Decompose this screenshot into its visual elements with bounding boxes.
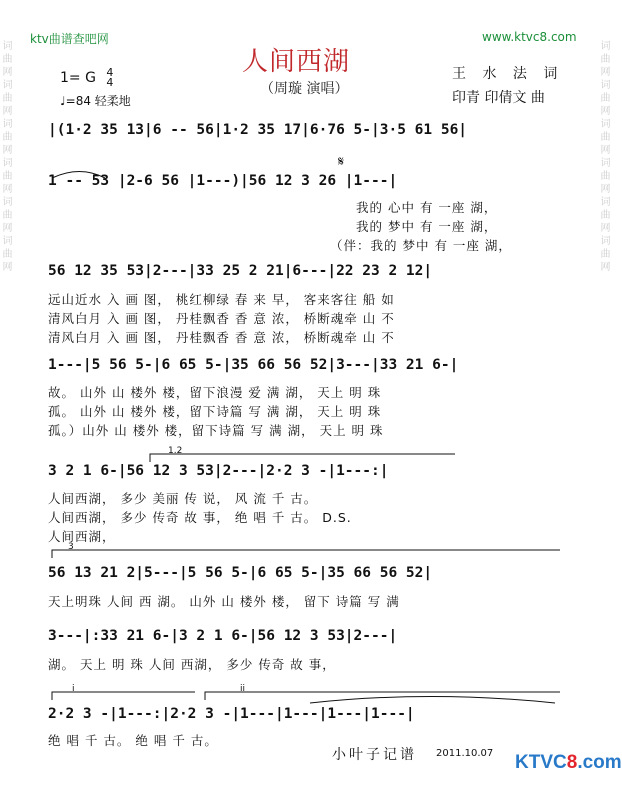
site-logo[interactable] — [515, 752, 622, 774]
site-url-right[interactable]: www.ktvc8.com — [482, 30, 577, 44]
notation-line: 2·2 3 -|1---:|2·2 3 -|1---|1---|1---|1---| — [48, 706, 415, 722]
lyric-line: 人间西湖， — [48, 529, 116, 544]
lyric-line: 孤。）山外 山 楼外 楼，留下诗篇 写 满 湖， 天上 明 珠 — [48, 423, 384, 438]
volta-bracket-12 — [150, 454, 455, 462]
lyric-line: （伴：我的 梦中 有 一座 湖， — [330, 238, 512, 253]
lyric-line: 我的 梦中 有 一座 湖， — [356, 219, 498, 234]
lyric-line: 孤。 山外 山 楼外 楼，留下诗篇 写 满 湖， 天上 明 珠 — [48, 404, 382, 419]
lyric-line: 湖。 天上 明 珠 人间 西湖， 多少 传奇 故 事， — [48, 657, 336, 672]
lyric-line: 我的 心中 有 一座 湖， — [356, 200, 498, 215]
lyric-line: 天上明珠 人间 西 湖。 山外 山 楼外 楼， 留下 诗篇 写 满 — [48, 594, 400, 609]
quarter-note-icon: ♩ — [60, 94, 66, 108]
notation-line: 3---|:33 21 6-|3 2 1 6-|56 12 3 53|2---| — [48, 628, 398, 644]
volta-label-ii: ii — [240, 684, 246, 694]
lyric-line: 人间西湖， 多少 传奇 故 事， 绝 唱 千 古。 D.S. — [48, 510, 352, 525]
composer: 印青 印倩文 曲 — [452, 90, 545, 106]
lyric-line: 远山近水 入 画 图， 桃红柳绿 春 来 早， 客来客往 船 如 — [48, 292, 395, 307]
notation-line: 56 13 21 2|5---|5 56 5-|6 65 5-|35 66 56 52| — [48, 565, 433, 581]
logo-main: KTVC — [515, 752, 567, 773]
notation-line: 56 12 35 53|2---|33 25 2 21|6---|22 23 2 12| — [48, 263, 433, 279]
tempo-text: =84 轻柔地 — [65, 94, 131, 108]
side-watermark-right: 词曲网词曲网词曲网词曲网词曲网词曲网 — [600, 41, 611, 273]
scribe-date: 2011.10.07 — [436, 748, 494, 759]
lyric-line: 故。 山外 山 楼外 楼，留下浪漫 爱 满 湖， 天上 明 珠 — [48, 385, 382, 400]
time-denominator: 4 — [106, 76, 114, 89]
volta-bracket-3 — [52, 550, 560, 558]
lyricist: 王 水 法 词 — [452, 66, 564, 82]
notation-line: 1---|5 56 5-|6 65 5-|35 66 56 52|3---|33 21 6-| — [48, 357, 459, 373]
lyric-line: 人间西湖， 多少 美丽 传 说， 风 流 千 古。 — [48, 491, 318, 506]
song-subtitle: （周璇 演唱） — [260, 81, 349, 97]
notation-line: 3 2 1 6-|56 12 3 53|2---|2·2 3 -|1---:| — [48, 463, 389, 479]
time-numerator: 4 — [106, 66, 114, 79]
tie-mark-end — [310, 697, 555, 704]
side-watermark-left: 词曲网词曲网词曲网词曲网词曲网词曲网 — [2, 41, 13, 273]
lyric-line: 绝 唱 千 古。 绝 唱 千 古。 — [48, 733, 218, 748]
scribe-credit: 小叶子记谱 — [332, 747, 417, 763]
volta-label-i: i — [72, 684, 75, 694]
lyric-line: 清风白月 入 画 图， 丹桂飘香 香 意 浓， 桥断魂牵 山 不 — [48, 311, 395, 326]
lyric-line: 清风白月 入 画 图， 丹桂飘香 香 意 浓， 桥断魂牵 山 不 — [48, 330, 395, 345]
notation-line: |(1·2 35 13|6 -- 56|1·2 35 17|6·76 5-|3·5 61 56| — [48, 122, 468, 138]
segno-sign: 𝄋 — [338, 154, 345, 170]
key-label: 1= G — [60, 70, 96, 86]
logo-tail: .com — [577, 752, 622, 773]
song-title: 人间西湖 — [242, 47, 351, 77]
volta-label-3: 3 — [68, 542, 74, 552]
logo-digit: 8 — [566, 752, 578, 773]
volta-label-12: 1.2 — [168, 446, 183, 456]
site-name-left[interactable]: ktv曲谱查吧网 — [30, 32, 109, 46]
notation-line: 1 -- 53 |2-6 56 |1---)|56 12 3 26 |1---| — [48, 173, 398, 189]
